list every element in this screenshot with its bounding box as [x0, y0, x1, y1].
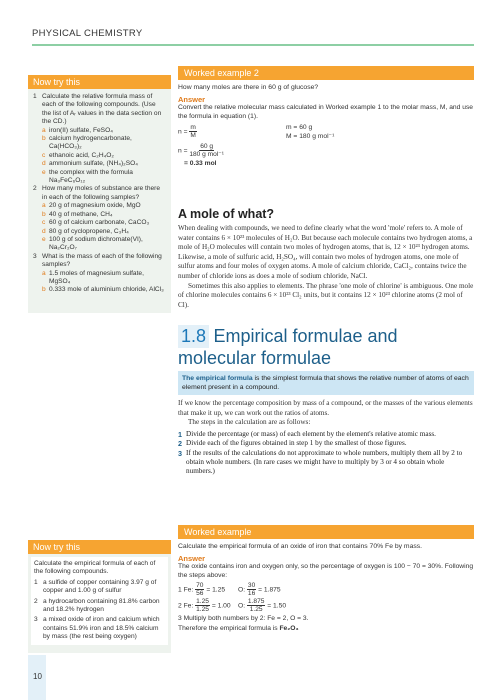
molar-mass-value: M = 180 g mol⁻¹ [286, 132, 335, 140]
now-try-this-sidebar-1 [28, 75, 171, 313]
paragraph: If we know the percentage composition by mass of a compound, or the masses of the various elements that make it up, we can work out the ratios of atoms. [178, 399, 473, 417]
conclusion: Therefore the empirical formula is Fe₂O₃ [178, 624, 299, 632]
question-item: a 1.5 moles of magnesium sulfate, MgSO₄ [42, 269, 144, 285]
paragraph-1: When dealing with compounds, we need to define clearly what the word 'mole' refers to. A mole of water contains 6 × 10²³ molecules of H₂O. But because each molecule contains two hydrogen atoms, a mole of H₂O molecules will contain two moles of hydrogen atoms, that is, 12 × 10²³ hydrogen atoms. Likewise, a mole of sulfuric acid, H₂SO₄, will contain two moles of hydrogen atoms, one mole of sulfur atoms and four moles of oxygen atoms. A mole of calcium chloride, CaCl₂, contains twice the number of chloride ions as does a mole of sodium chloride, NaCl. [178, 224, 473, 280]
answer-text: The oxide contains iron and oxygen only, so the percentage of oxygen is 100 − 70 = 30%. Following the steps above: [178, 563, 474, 579]
question-item: a 20 g of magnesium oxide, MgO [42, 202, 141, 210]
now-try-this-sidebar-2 [28, 540, 171, 653]
calc-step-2: 2 Fe: $\frac{1.25}{1.25}$ = 1.00 O: $\frac{1.875}{1.25}$ = 1.50 [178, 598, 287, 614]
sidebar-intro: Calculate the empirical formula of each of the following compounds. [34, 560, 156, 576]
equation-row-2: n = $\frac{60 g}{\text{180 g mol⁻¹}}$ [178, 143, 224, 159]
exercise-item: 1 a sulfide of copper containing 3.97 g of copper and 1.00 g of sulfur [34, 578, 157, 595]
sidebar-heading: Now try this [28, 75, 171, 89]
question-3: 3 What is the mass of each of the following samples? [33, 252, 162, 269]
question-1-items [33, 127, 166, 186]
answer-label: Answer [178, 554, 206, 563]
section-1-8-body [178, 371, 474, 477]
fraction-m-over-M: $\frac{m}{M}$ [190, 124, 196, 140]
worked-example-2 [178, 66, 474, 169]
question-3-items [33, 270, 166, 295]
worked-example-question: Calculate the empirical formula of an oxide of iron that contains 70% Fe by mass. [178, 543, 423, 550]
exercise-item: 3 a mixed oxide of iron and calcium which contains 51.9% iron and 18.5% calcium by mass (the rest being oxygen) [34, 616, 160, 641]
n-label: n = [178, 128, 188, 136]
question-item: d ammonium sulfate, (NH₄)₂SO₄ [42, 160, 138, 168]
paragraph: The steps in the calculation are as follows: [188, 418, 311, 427]
question-item: a iron(II) sulfate, FeSO₄ [42, 126, 113, 134]
question-item: d 80 g of cyclopropene, C₃H₄ [42, 227, 129, 235]
worked-example-heading: Worked example [178, 525, 474, 539]
fraction-60-over-180: $\frac{60 g}{\text{180 g mol⁻¹}}$ [189, 143, 224, 159]
section-1-8-title [178, 325, 474, 369]
step-item: 1 Divide the percentage (or mass) of each element by the element's relative atomic mass. [178, 429, 436, 439]
steps-list [178, 430, 474, 477]
question-2: 2 How many moles of substance are there in each of the following samples? [33, 185, 161, 201]
step-item: 2 Divide each of the figures obtained in step 1 by the smallest of those figures. [178, 439, 407, 449]
section-heading: A mole of what? [178, 207, 275, 221]
question-item: b 0.333 mole of aluminium chloride, AlCl₃ [42, 286, 164, 294]
worked-example-empirical [178, 525, 474, 633]
question-2-items [33, 202, 166, 252]
paragraph-2: Sometimes this also applies to elements. The phrase 'one mole of chlorine' is ambiguous. One mole of chlorine molecules contains 6 × 10²³ Cl₂ units, but it contains 12 × 10²³ chlorine atoms (2 mol of Cl). [178, 281, 474, 309]
step-item: 3 If the results of the calculations do not approximate to whole numbers, multiply them all by 2 to obtain whole numbers. (In rare cases we might have to multiply by 3 or 4 so obtain whole numbers.) [178, 448, 463, 476]
question-item: e the complex with the formula Na₃FeC₆O₁₂ [42, 168, 133, 185]
question-item: b calcium hydrogencarbonate, Ca(HCO₃)₂ [42, 135, 132, 151]
question-item: c 60 g of calcium carbonate, CaCO₃ [42, 219, 150, 227]
equation-row-1 [178, 124, 474, 141]
question-item: c ethanoic acid, C₂H₄O₂ [42, 151, 114, 159]
result: = 0.33 mol [184, 160, 217, 168]
answer-label: Answer [178, 95, 206, 104]
sidebar-body [28, 89, 171, 301]
sidebar-body [31, 557, 168, 645]
question-item: e 100 g of sodium dichromate(VI), Na₂Cr₂O₇ [42, 235, 143, 252]
calc-step-3: 3 Multiply both numbers by 2: Fe = 2, O = 3. [178, 615, 309, 623]
question-item: b 40 g of methane, CH₄ [42, 210, 113, 218]
exercise-item: 2 a hydrocarbon containing 81.8% carbon and 18.2% hydrogen [34, 597, 160, 614]
page-number: 10 [33, 672, 42, 681]
section-title: Empirical formulae and molecular formulae [178, 326, 398, 368]
mole-section [178, 207, 474, 310]
worked-example-heading: Worked example 2 [178, 66, 474, 80]
worked-example-question: How many moles are there in 60 g of glucose? [178, 84, 319, 91]
header-rule [32, 44, 474, 46]
sidebar-items [34, 579, 165, 642]
running-head: PHYSICAL CHEMISTRY [32, 28, 143, 39]
answer-text: Convert the relative molecular mass calculated in Worked example 1 to the molar mass, M, and use the formula in equation (1). [178, 104, 474, 120]
calc-step-1: 1 Fe: $\frac{70}{56}$ = 1.25 O: $\frac{30}{16}$ = 1.875 [178, 582, 281, 598]
sidebar-heading: Now try this [28, 540, 171, 554]
section-number: 1.8 [178, 325, 209, 348]
definition-box: The empirical formula is the simplest formula that shows the relative number of atoms of each element present in a compound. [178, 371, 474, 395]
question-1: 1 Calculate the relative formula mass of each of the following compounds. (Use the list of Aᵣ values in the data section on the CD.) [33, 93, 162, 126]
page-header [0, 0, 500, 46]
mass-value: m = 60 g [286, 124, 313, 132]
